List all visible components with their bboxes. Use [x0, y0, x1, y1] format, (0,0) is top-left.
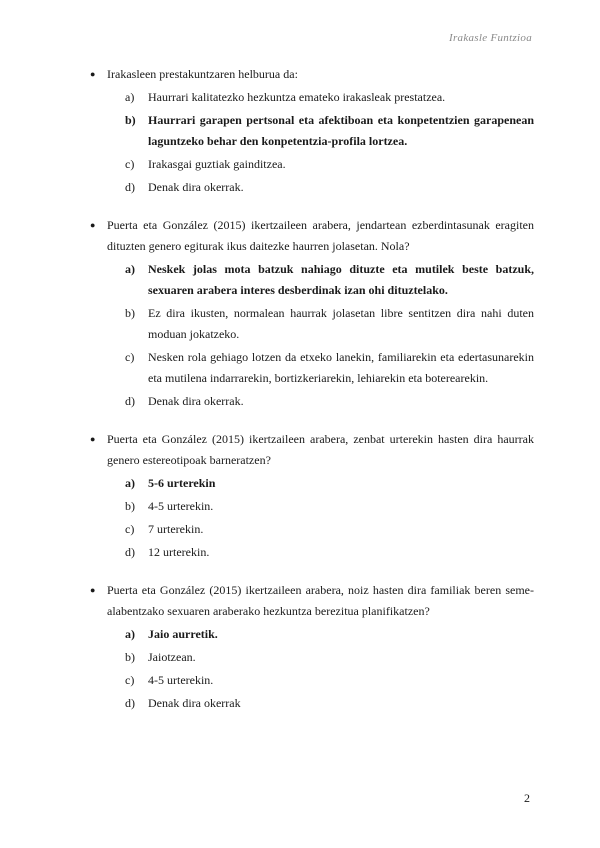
option-label: b) — [125, 499, 135, 513]
answer-option — [125, 110, 534, 152]
page-number: 2 — [524, 791, 530, 805]
option-text: Denak dira okerrak — [148, 696, 241, 710]
option-label: a) — [125, 90, 135, 104]
question-block-4 — [90, 580, 534, 714]
option-label: a) — [125, 262, 135, 276]
question-block-2 — [90, 215, 534, 412]
question-block-1 — [90, 64, 534, 198]
option-text: Jaio aurretik. — [148, 627, 218, 641]
option-label: a) — [125, 627, 135, 641]
option-label: d) — [125, 696, 135, 710]
question-text: Puerta eta González (2015) ikertzaileen arabera, zenbat urterekin hasten dira haurrak genero estereotipoak barneratzen? — [107, 432, 534, 467]
answer-option — [125, 154, 534, 175]
bullet-icon: ● — [90, 220, 96, 230]
answer-option — [125, 624, 534, 645]
option-text: Ez dira ikusten, normalean haurrak jolasetan libre sentitzen dira nahi duten moduan jokatzeko. — [148, 306, 534, 341]
question-text: Puerta eta González (2015) ikertzaileen arabera, noiz hasten dira familiak beren seme-alabentzako sexuaren araberako hezkuntza berezitua planifikatzen? — [107, 583, 534, 618]
answer-option — [125, 670, 534, 691]
answer-option — [125, 177, 534, 198]
bullet-icon: ● — [90, 434, 96, 444]
option-label: c) — [125, 157, 135, 171]
option-text: Jaiotzean. — [148, 650, 196, 664]
option-label: c) — [125, 522, 135, 536]
option-label: d) — [125, 545, 135, 559]
option-label: a) — [125, 476, 135, 490]
option-label: d) — [125, 180, 135, 194]
options-list — [125, 87, 534, 198]
question-text: Irakasleen prestakuntzaren helburua da: — [107, 67, 298, 81]
answer-option — [125, 542, 534, 563]
answer-option — [125, 519, 534, 540]
bullet-icon: ● — [90, 69, 96, 79]
question-block-3 — [90, 429, 534, 563]
answer-option — [125, 303, 534, 345]
option-label: c) — [125, 350, 135, 364]
option-text: Nesken rola gehiago lotzen da etxeko lanekin, familiarekin eta edertasunarekin eta mutilena indarrarekin, bortizkeriarekin, lehiarekin eta boterearekin. — [148, 350, 534, 385]
answer-option — [125, 647, 534, 668]
option-label: c) — [125, 673, 135, 687]
option-label: d) — [125, 394, 135, 408]
options-list — [125, 259, 534, 412]
answer-option — [125, 87, 534, 108]
options-list — [125, 624, 534, 714]
option-text: Irakasgai guztiak gainditzea. — [148, 157, 286, 171]
options-list — [125, 473, 534, 563]
option-text: 7 urterekin. — [148, 522, 204, 536]
question-text: Puerta eta González (2015) ikertzaileen arabera, jendartean ezberdintasunak eragiten dituzten genero egiturak ikus daitezke haurren jolasetan. Nola? — [107, 218, 534, 253]
page-content — [90, 64, 534, 731]
option-text: 4-5 urterekin. — [148, 673, 214, 687]
answer-option — [125, 391, 534, 412]
option-text: 4-5 urterekin. — [148, 499, 214, 513]
option-label: b) — [125, 113, 136, 127]
running-header: Irakasle Funtzioa — [448, 32, 532, 44]
option-text: Denak dira okerrak. — [148, 394, 244, 408]
option-text: Haurrari kalitatezko hezkuntza emateko irakasleak prestatzea. — [148, 90, 446, 104]
option-text: 5-6 urterekin — [148, 476, 216, 490]
option-label: b) — [125, 306, 135, 320]
answer-option — [125, 473, 534, 494]
option-text: 12 urterekin. — [148, 545, 210, 559]
answer-option — [125, 347, 534, 389]
option-label: b) — [125, 650, 135, 664]
answer-option — [125, 259, 534, 301]
bullet-icon: ● — [90, 585, 96, 595]
option-text: Denak dira okerrak. — [148, 180, 244, 194]
option-text: Neskek jolas mota batzuk nahiago dituzte eta mutilek beste batzuk, sexuaren arabera interes desberdinak izan ohi dituztelako. — [148, 262, 534, 297]
option-text: Haurrari garapen pertsonal eta afektiboan eta konpetentzien garapenean laguntzeko behar den konpetentzia-profila lortzea. — [148, 113, 534, 148]
answer-option — [125, 496, 534, 517]
answer-option — [125, 693, 534, 714]
